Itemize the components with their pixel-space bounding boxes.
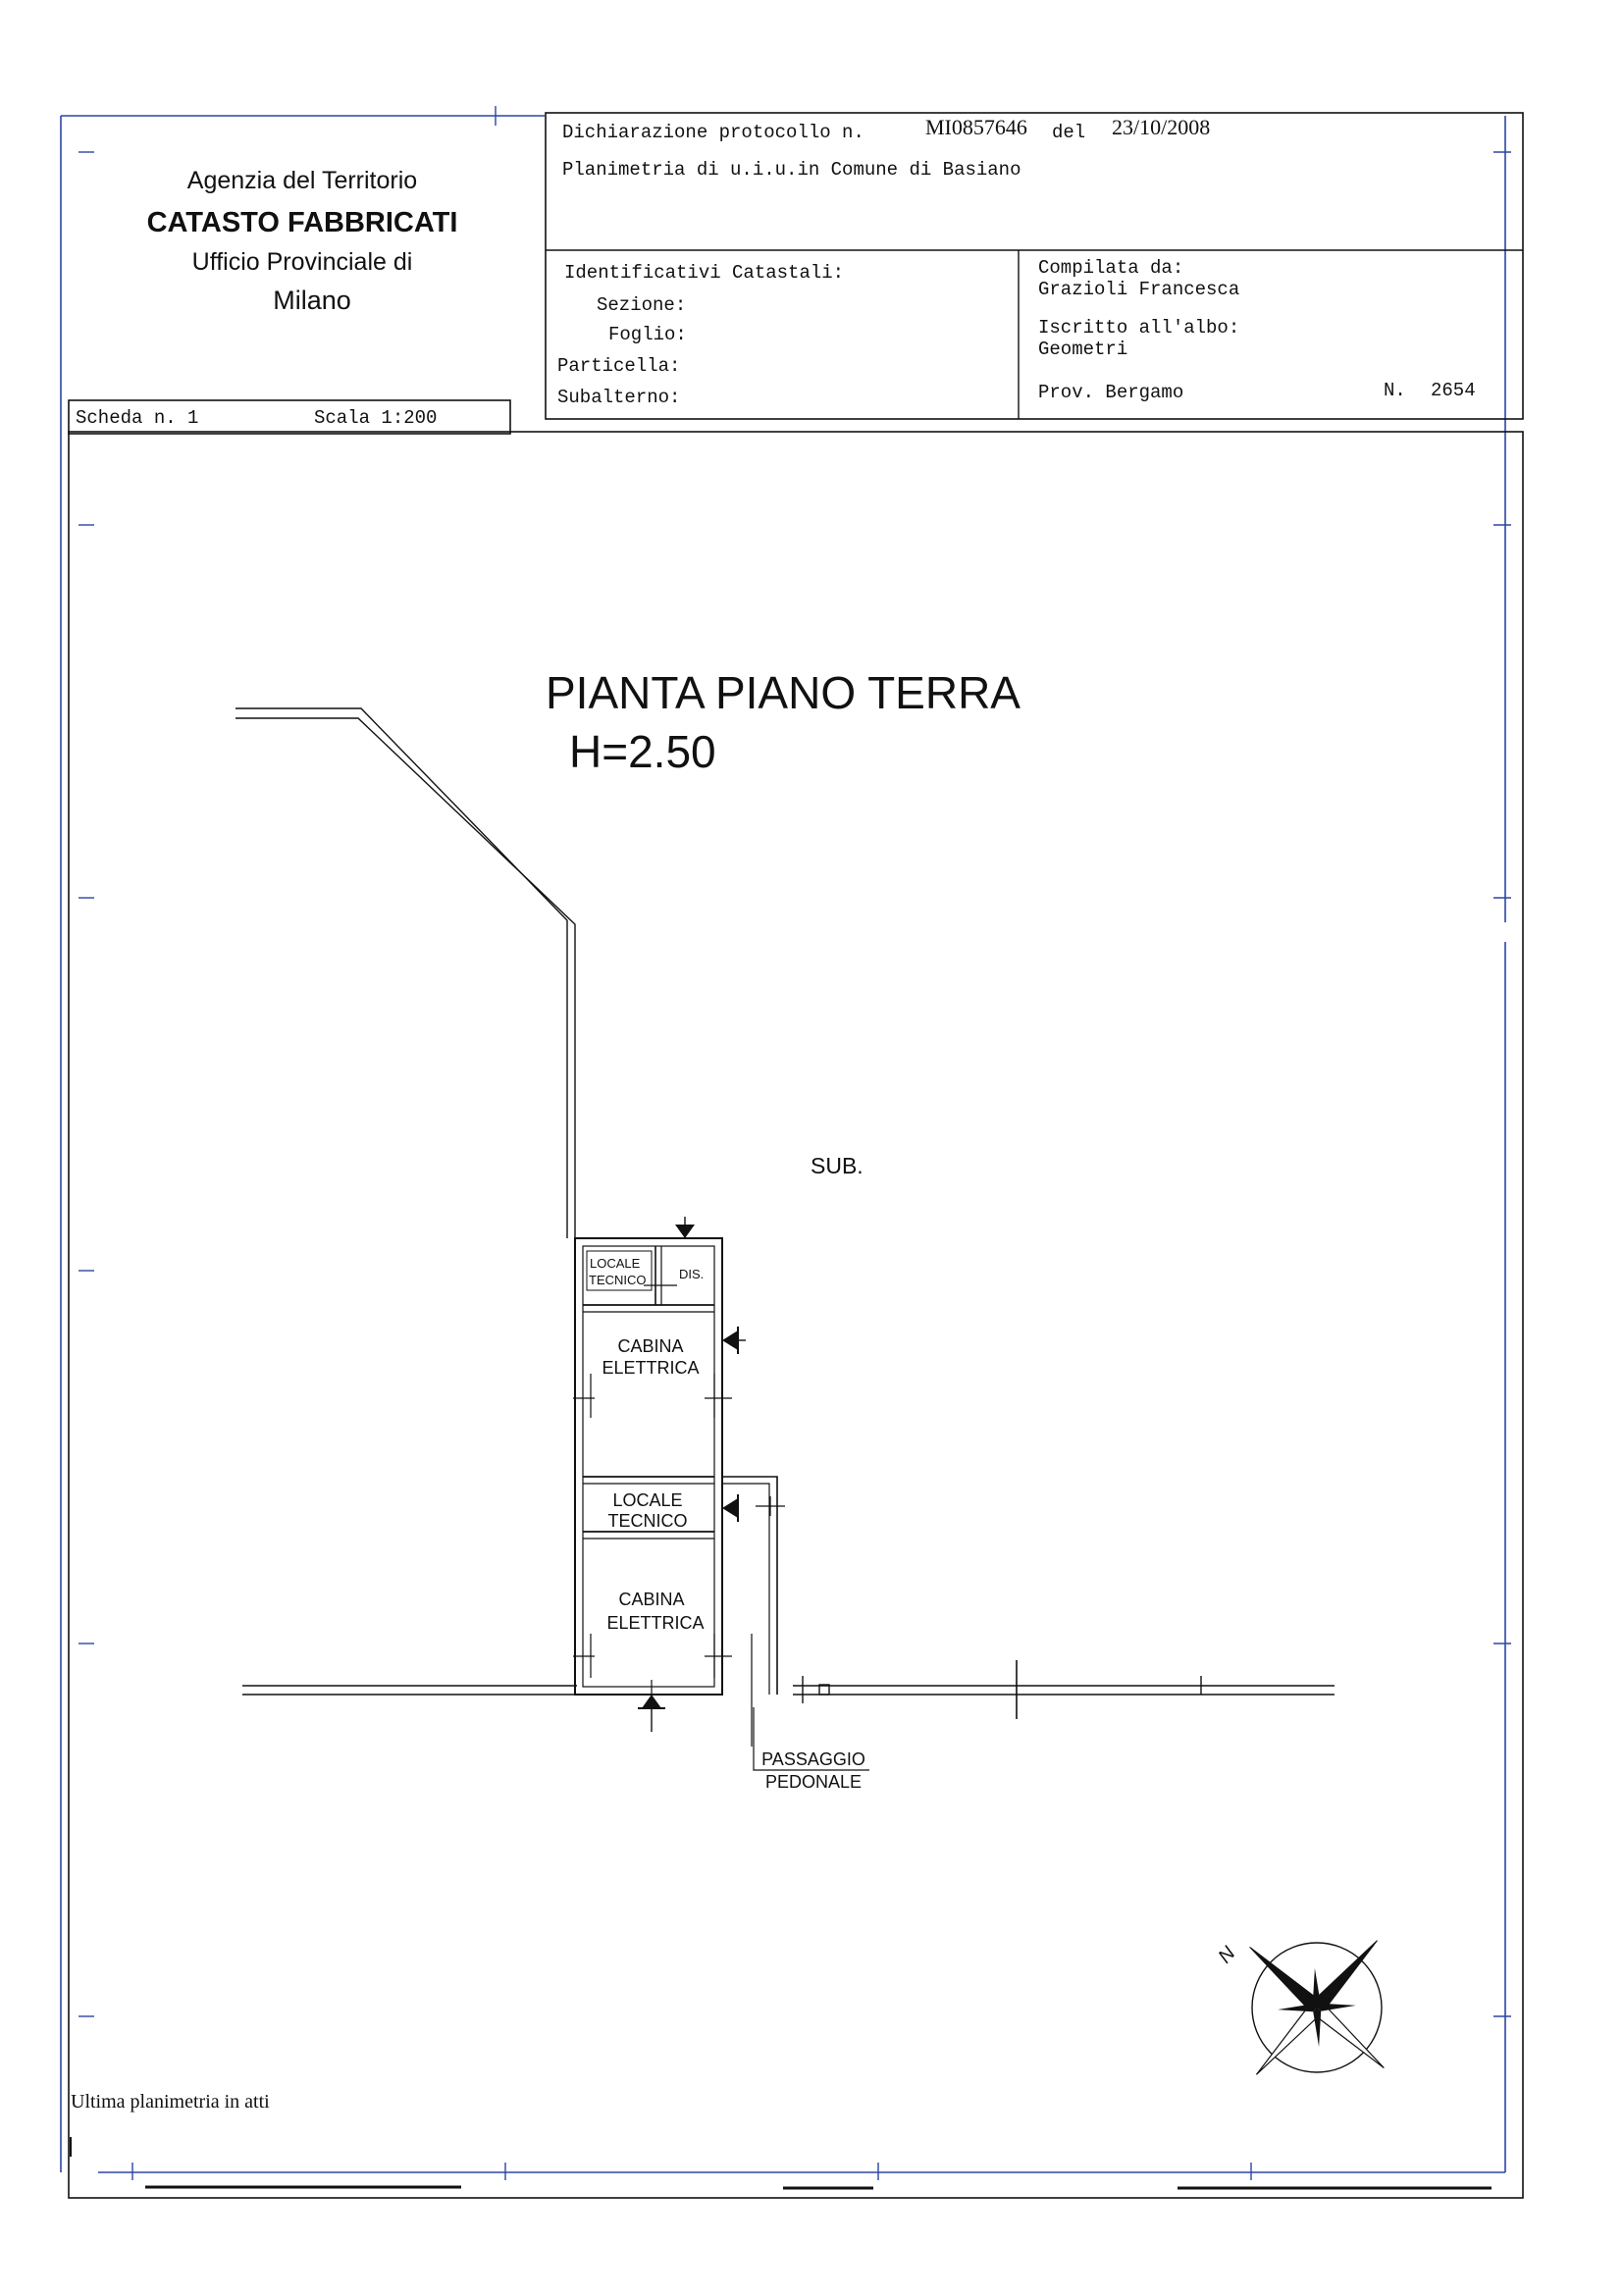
subalterno-label: Subalterno: [557, 387, 681, 408]
scheda-label: Scheda n. 1 [76, 407, 199, 429]
passaggio-callout [754, 1707, 869, 1792]
foglio-label: Foglio: [608, 324, 687, 345]
room-labels [587, 1251, 705, 1633]
compass-rose-icon [1189, 1880, 1444, 2135]
header-boxes [69, 113, 1523, 2198]
register-number: 2654 [1431, 380, 1476, 401]
room-cabina-2-line1: CABINA [618, 1590, 685, 1609]
room-locale-tecnico-line2: TECNICO [607, 1511, 688, 1531]
room-locale-tecnico-line1: LOCALE [612, 1490, 683, 1510]
entry-arrow-cabina-1 [722, 1331, 738, 1350]
room-dis: DIS. [679, 1267, 705, 1281]
scala-label: Scala 1:200 [314, 407, 438, 429]
plan-title: PIANTA PIANO TERRA [546, 667, 1021, 718]
particella-label: Particella: [557, 355, 681, 377]
identificativi-label: Identificativi Catastali: [564, 262, 845, 284]
protocol-del: del [1052, 122, 1086, 143]
compilata-name: Grazioli Francesca [1038, 279, 1240, 300]
catasto-title: CATASTO FABBRICATI [146, 207, 458, 238]
protocol-prefix: Dichiarazione protocollo n. [562, 122, 864, 143]
protocol-number: MI0857646 [925, 115, 1027, 139]
room-cabina-2-line2: ELETTRICA [606, 1613, 705, 1633]
bottom-rule [145, 2187, 1492, 2188]
entry-arrow-locale-tecnico [722, 1498, 738, 1518]
ufficio-label: Ufficio Provinciale di [191, 248, 413, 276]
compilata-label: Compilata da: [1038, 257, 1184, 279]
sub-label: SUB. [811, 1153, 864, 1178]
planimetria-line: Planimetria di u.i.u.in Comune di Basiano [562, 159, 1021, 181]
passaggio-label-line1: PASSAGGIO [761, 1749, 865, 1769]
ufficio-city: Milano [273, 286, 351, 315]
room-cabina-1-line2: ELETTRICA [602, 1358, 700, 1378]
room-locale-tecnico-small-line1: LOCALE [590, 1256, 641, 1271]
plan-title-group [546, 667, 1021, 1178]
compass-north-label: N [1214, 1942, 1240, 1968]
register-number-label: N. [1384, 380, 1406, 401]
iscritto-label: Iscritto all'albo: [1038, 317, 1240, 339]
agency-header [147, 167, 458, 315]
entry-arrows [638, 1217, 746, 1732]
province-label: Prov. Bergamo [1038, 382, 1184, 403]
agency-name: Agenzia del Territorio [186, 167, 418, 194]
boundary-walls [236, 708, 1335, 1719]
protocol-date: 23/10/2008 [1112, 115, 1211, 139]
passaggio-label-line2: PEDONALE [764, 1772, 863, 1792]
iscritto-value: Geometri [1038, 339, 1128, 360]
plan-height: H=2.50 [569, 726, 716, 777]
room-cabina-1-line1: CABINA [617, 1336, 684, 1356]
sezione-label: Sezione: [597, 294, 687, 316]
room-locale-tecnico-small-line2: TECNICO [589, 1273, 647, 1287]
footer-note: Ultima planimetria in atti [71, 2091, 270, 2113]
entry-arrow-cabina-2 [642, 1695, 661, 1708]
blue-frame [61, 106, 1511, 2180]
